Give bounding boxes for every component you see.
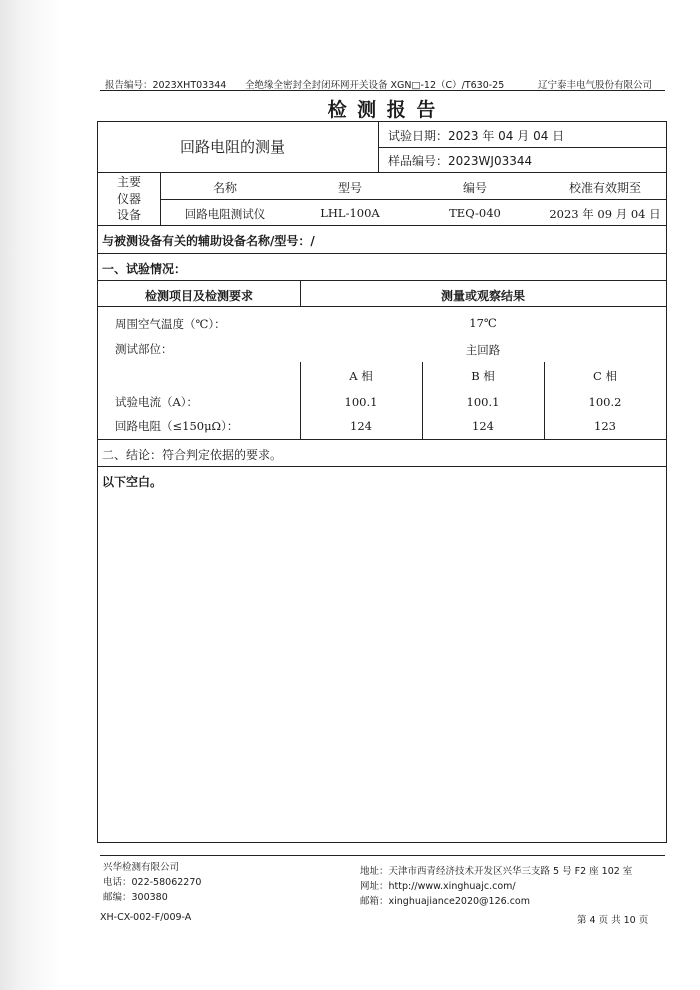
footer-email: 邮箱：xinghuajiance2020@126.com bbox=[360, 896, 530, 907]
divider bbox=[97, 306, 666, 307]
ambient-temperature-value: 17℃ bbox=[469, 316, 497, 330]
test-date: 试验日期：2023 年 04 月 04 日 bbox=[388, 129, 565, 143]
instruments-header-calibration: 校准有效期至 bbox=[568, 181, 641, 195]
loop-resistance-label: 回路电阻（≤150μΩ）： bbox=[115, 419, 239, 433]
instrument-model: LHL-100A bbox=[320, 206, 380, 220]
ambient-temperature-label: 周围空气温度（℃）： bbox=[115, 317, 226, 331]
results-col-result-header: 测量或观察结果 bbox=[440, 289, 525, 303]
instruments-label-line: 主要 bbox=[116, 175, 141, 189]
footer-company: 兴华检测有限公司 bbox=[103, 862, 180, 873]
loop-resistance-a: 124 bbox=[350, 419, 372, 433]
product-model: 全绝缘全密封全封闭环网开关设备 XGN□-12（C）/T630-25 bbox=[245, 80, 505, 91]
divider bbox=[160, 199, 666, 200]
instruments-header-name: 名称 bbox=[212, 181, 237, 195]
divider bbox=[378, 147, 666, 148]
report-number: 报告编号：2023XHT03344 bbox=[105, 80, 227, 91]
loop-resistance-c: 123 bbox=[594, 419, 616, 433]
test-current-b: 100.1 bbox=[466, 395, 500, 409]
divider bbox=[97, 225, 666, 226]
instruments-label-line: 仪器 bbox=[116, 191, 141, 206]
page-number: 第 4 页 共 10 页 bbox=[577, 915, 649, 926]
footer-rule bbox=[100, 855, 665, 856]
page-title: 检 测 报 告 bbox=[327, 99, 438, 121]
binding-edge-shadow bbox=[0, 0, 60, 990]
client-name: 辽宁泰丰电气股份有限公司 bbox=[538, 80, 653, 91]
report-frame bbox=[97, 121, 667, 843]
instrument-name: 回路电阻测试仪 bbox=[184, 207, 266, 221]
auxiliary-equipment: 与被测设备有关的辅助设备名称/型号：/ bbox=[102, 234, 315, 248]
instruments-header-model: 型号 bbox=[337, 181, 362, 195]
divider bbox=[97, 253, 666, 254]
footer-phone: 电话：022-58062270 bbox=[103, 877, 202, 888]
loop-resistance-b: 124 bbox=[472, 419, 494, 433]
instrument-number: TEQ-040 bbox=[449, 206, 501, 220]
conclusion: 二、结论：符合判定依据的要求。 bbox=[102, 448, 283, 462]
form-code: XH-CX-002-F/009-A bbox=[100, 912, 192, 923]
phase-b-header: B 相 bbox=[471, 369, 495, 383]
header-rule bbox=[100, 90, 665, 91]
footer-address: 地址：天津市西青经济技术开发区兴华三支路 5 号 F2 座 102 室 bbox=[360, 866, 633, 877]
footer-postcode: 邮编：300380 bbox=[103, 892, 168, 903]
instruments-label-line: 设备 bbox=[116, 208, 141, 222]
test-part-value: 主回路 bbox=[465, 343, 501, 357]
divider bbox=[97, 439, 666, 440]
sample-number: 样品编号：2023WJ03344 bbox=[388, 154, 533, 168]
section-test-situation: 一、试验情况： bbox=[102, 262, 187, 276]
footer-website: 网址：http://www.xinghuajc.com/ bbox=[360, 881, 516, 892]
test-part-label: 测试部位： bbox=[115, 342, 173, 356]
instrument-calibration-date: 2023 年 09 月 04 日 bbox=[549, 207, 661, 221]
phase-a-header: A 相 bbox=[349, 369, 373, 383]
results-col-item-header: 检测项目及检测要求 bbox=[144, 289, 253, 303]
test-current-c: 100.2 bbox=[588, 395, 622, 409]
divider bbox=[97, 172, 666, 173]
instruments-header-number: 编号 bbox=[462, 181, 487, 195]
test-item-name: 回路电阻的测量 bbox=[180, 138, 286, 156]
divider bbox=[97, 280, 666, 281]
phase-c-header: C 相 bbox=[593, 369, 617, 383]
test-current-label: 试验电流（A）： bbox=[115, 395, 199, 409]
blank-below-note: 以下空白。 bbox=[102, 475, 163, 489]
instruments-label bbox=[100, 174, 158, 224]
divider bbox=[97, 466, 666, 467]
test-current-a: 100.1 bbox=[344, 395, 378, 409]
